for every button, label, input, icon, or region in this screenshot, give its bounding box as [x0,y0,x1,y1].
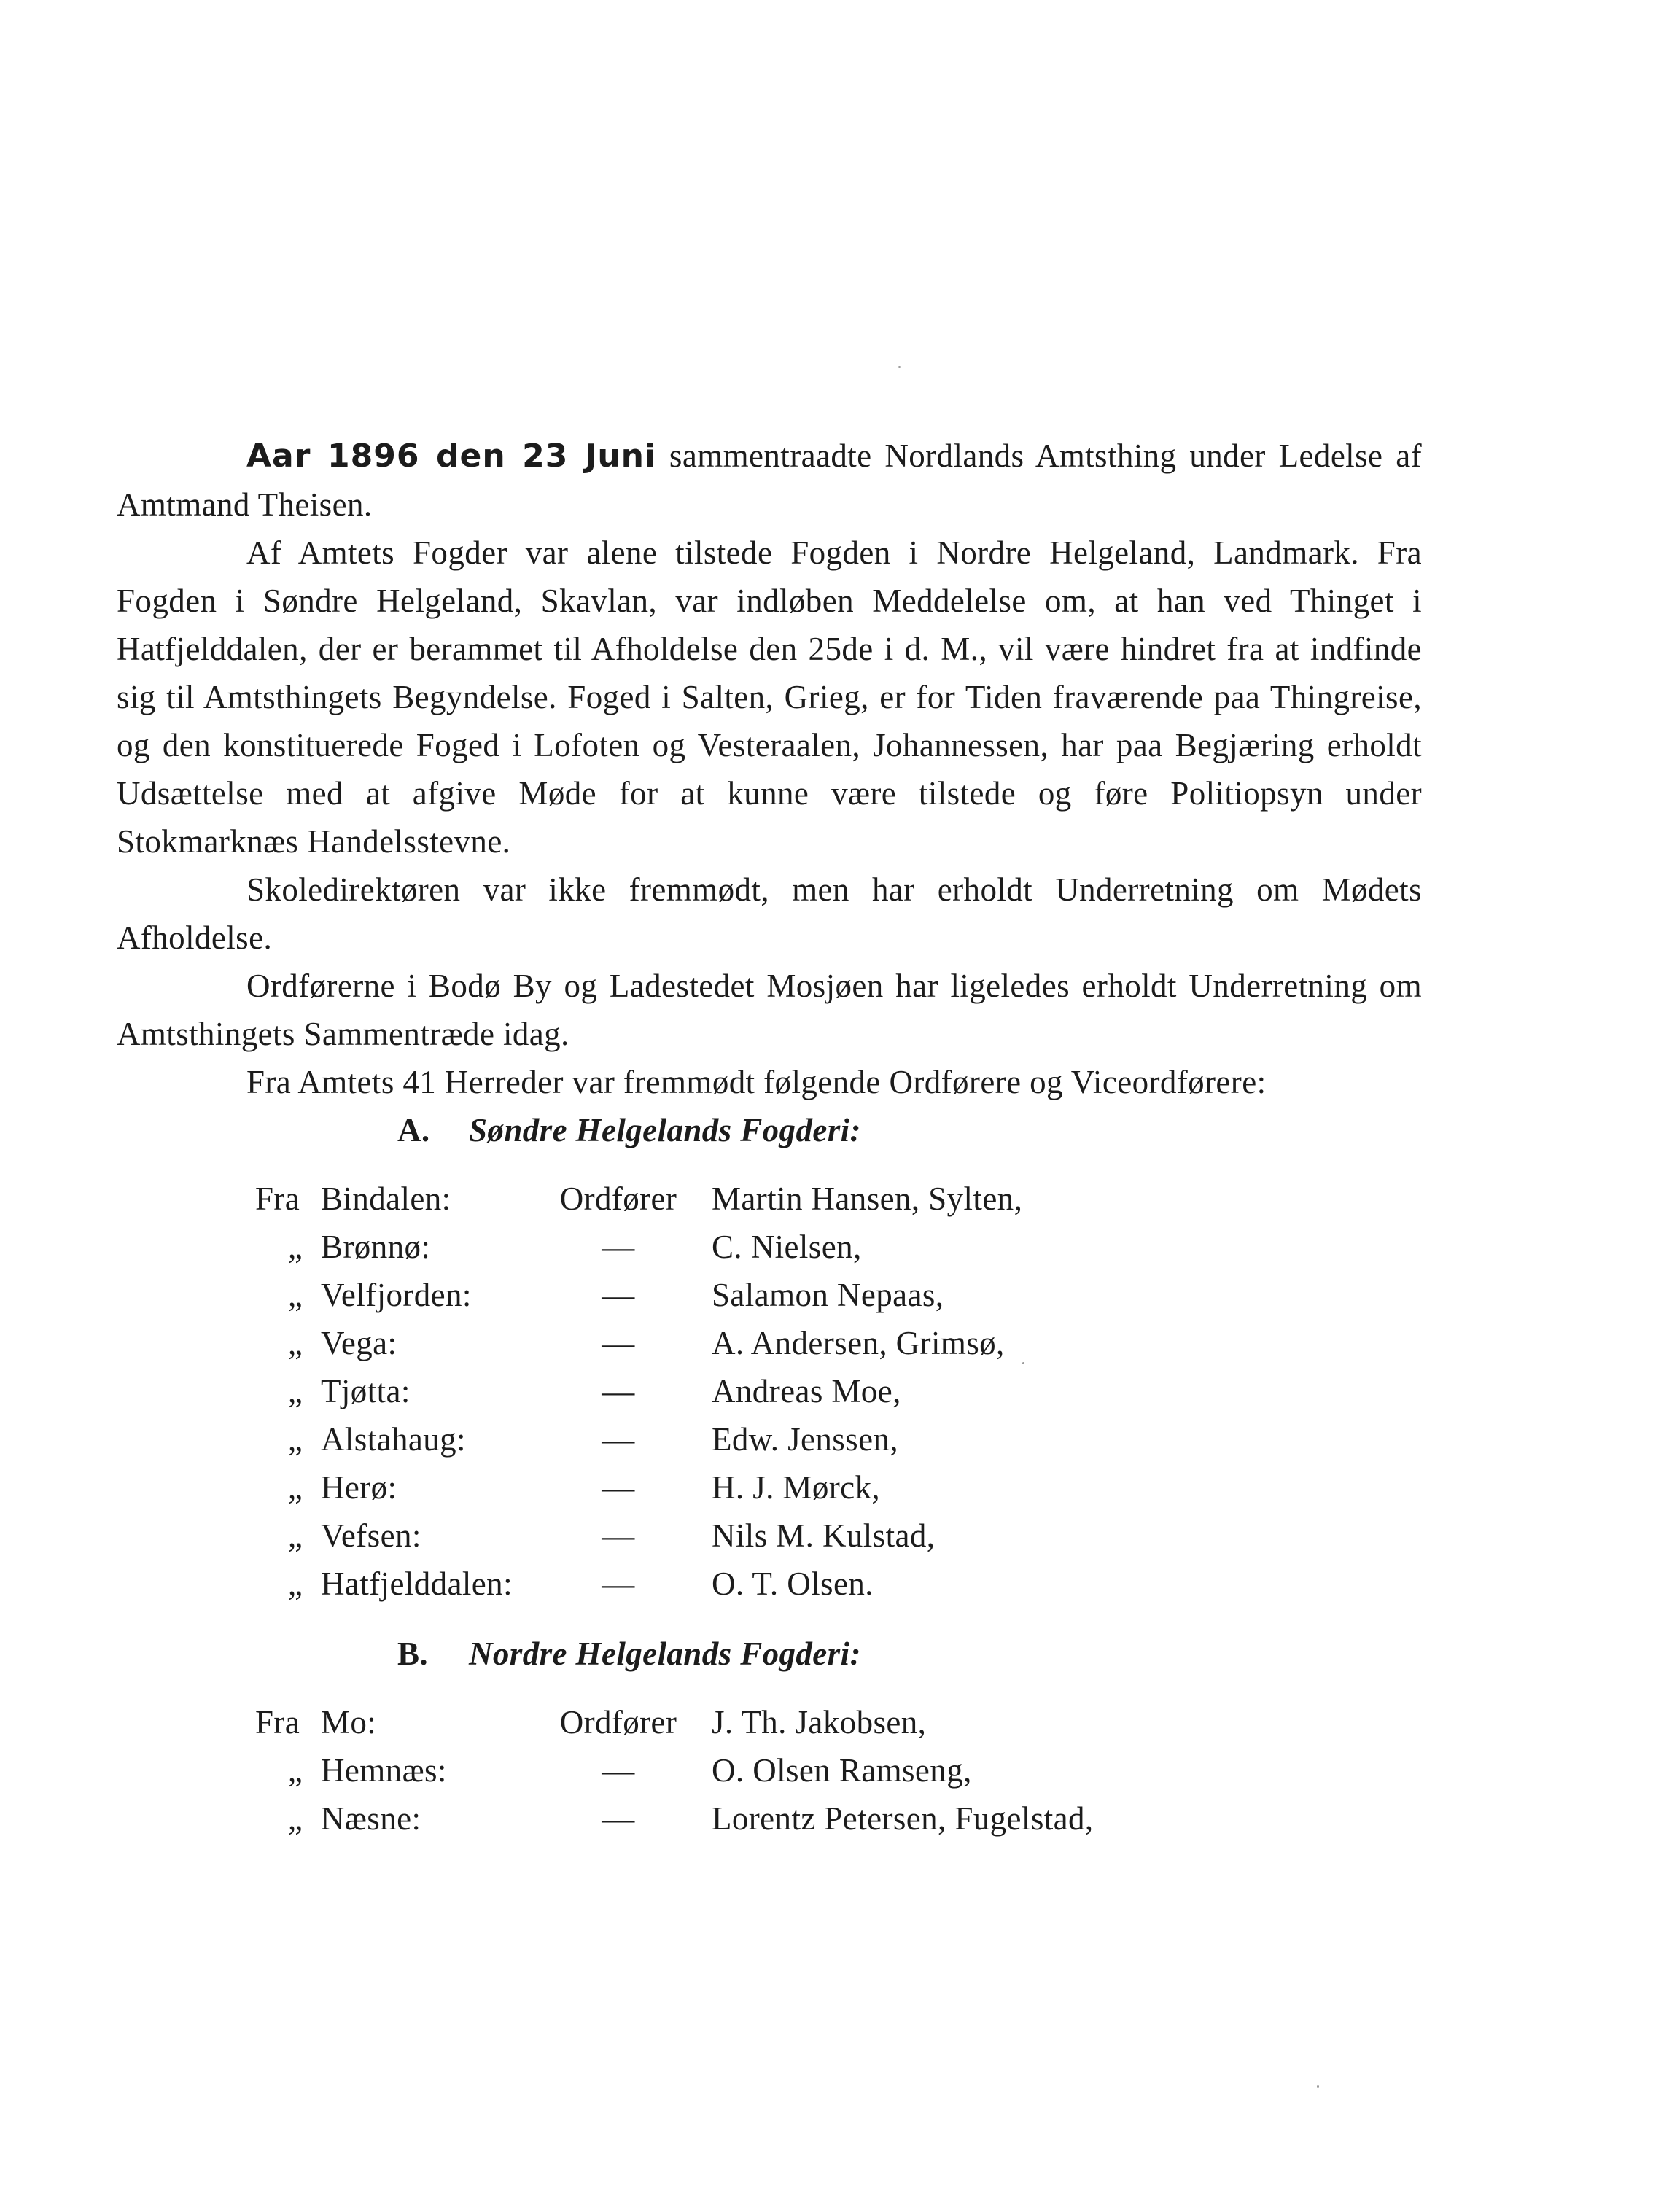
row-name: Nils M. Kulstad, [712,1517,936,1554]
row-name: O. T. Olsen. [712,1565,874,1602]
row-role: — [602,1752,635,1789]
roster-row [255,1223,1422,1271]
roster-row [255,1794,1422,1843]
section-letter: B. [397,1635,429,1672]
row-name: H. J. Mørck, [712,1469,881,1506]
row-place: Brønnø: [321,1229,431,1265]
row-name: O. Olsen Ramseng, [712,1752,972,1789]
roster-sondre-helgeland [117,1175,1422,1608]
row-role: — [602,1229,635,1265]
row-from: „ [287,1565,303,1602]
roster-row [255,1367,1422,1415]
row-place: Velfjorden: [321,1277,472,1313]
row-role: — [602,1517,635,1554]
roster-row [255,1271,1422,1319]
roster-row [255,1746,1422,1794]
row-name: Salamon Nepaas, [712,1277,944,1313]
row-place: Vefsen: [321,1517,421,1554]
row-place: Tjøtta: [321,1373,411,1409]
row-name: C. Nielsen, [712,1229,862,1265]
paragraph-ordforerne: Ordførerne i Bodø By og Ladestedet Mosjøen har ligeledes erholdt Underretning om Amtsthingets Sammentræde idag. [117,968,1422,1052]
row-role: Ordfører [559,1704,677,1740]
paper-speck [898,366,901,368]
section-letter: A. [397,1112,430,1148]
row-place: Hemnæs: [321,1752,447,1789]
row-from: „ [287,1517,303,1554]
row-place: Mo: [321,1704,377,1740]
row-name: Edw. Jenssen, [712,1421,898,1458]
row-from: Fra [255,1180,300,1217]
row-from: „ [287,1277,303,1313]
row-role: — [602,1277,635,1313]
row-place: Vega: [321,1325,397,1361]
row-name: Lorentz Petersen, Fugelstad, [712,1800,1094,1837]
paragraph-fogder: Af Amtets Fogder var alene tilstede Fogden i Nordre Helgeland, Landmark. Fra Fogden i Søndre Helgeland, Skavlan, var indløben Meddelelse om, at han ved Thinget i Hatfjelddalen, der er berammet til Afholdelse den 25de i d. M., vil være hindret fra at indfinde sig til Amtsthingets Begyndelse. Foged i Salten, Grieg, er for Tiden fraværende paa Thingreise, og den konstituerede Foged i Lofoten og Vesteraalen, Johannessen, har paa Begjæring erholdt Udsættelse med at afgive Møde for at kunne være tilstede og føre Politiopsyn under Stokmarknæs Handelsstevne. [117,534,1422,860]
row-from: „ [287,1325,303,1361]
intro-paragraph [117,432,1422,529]
row-from: „ [287,1800,303,1837]
row-place: Hatfjelddalen: [321,1565,513,1602]
document-body [117,432,1422,1843]
row-place: Næsne: [321,1800,421,1837]
row-role: — [602,1325,635,1361]
roster-nordre-helgeland [117,1698,1422,1843]
paper-speck [1317,2085,1319,2088]
intro-text: sammentraadte Nordlands Amtsthing under Ledelse af Amtmand Theisen. [117,437,1423,523]
row-name: J. Th. Jakobsen, [712,1704,927,1740]
section-heading-nordre [117,1630,1422,1678]
row-from: „ [287,1752,303,1789]
roster-row [255,1698,1422,1746]
row-from: „ [287,1469,303,1506]
row-role: — [602,1421,635,1458]
roster-row [255,1463,1422,1512]
row-role: — [602,1373,635,1409]
row-place: Herø: [321,1469,397,1506]
row-from: „ [287,1229,303,1265]
roster-row [255,1319,1422,1367]
row-role: — [602,1469,635,1506]
section-heading-sondre [117,1106,1422,1154]
row-role: — [602,1565,635,1602]
roster-row [255,1512,1422,1560]
row-name: Andreas Moe, [712,1373,901,1409]
section-title: Søndre Helgelands Fogderi: [469,1112,861,1148]
intro-lead-date: Aar 1896 den 23 Juni [246,437,657,475]
row-name: Martin Hansen, Sylten, [712,1180,1023,1217]
row-from: Fra [255,1704,300,1740]
row-role: — [602,1800,635,1837]
paragraph-herreder: Fra Amtets 41 Herreder var fremmødt følgende Ordførere og Viceordførere: [246,1064,1267,1100]
roster-row [255,1415,1422,1463]
row-place: Bindalen: [321,1180,451,1217]
roster-row [255,1560,1422,1608]
row-from: „ [287,1421,303,1458]
row-name: A. Andersen, Grimsø, [712,1325,1005,1361]
roster-row [255,1175,1422,1223]
row-role: Ordfører [559,1180,677,1217]
row-place: Alstahaug: [321,1421,466,1458]
section-title: Nordre Helgelands Fogderi: [469,1635,861,1672]
row-from: „ [287,1373,303,1409]
paragraph-skoledirektor: Skoledirektøren var ikke fremmødt, men har erholdt Underretning om Mødets Afholdelse. [117,871,1422,956]
